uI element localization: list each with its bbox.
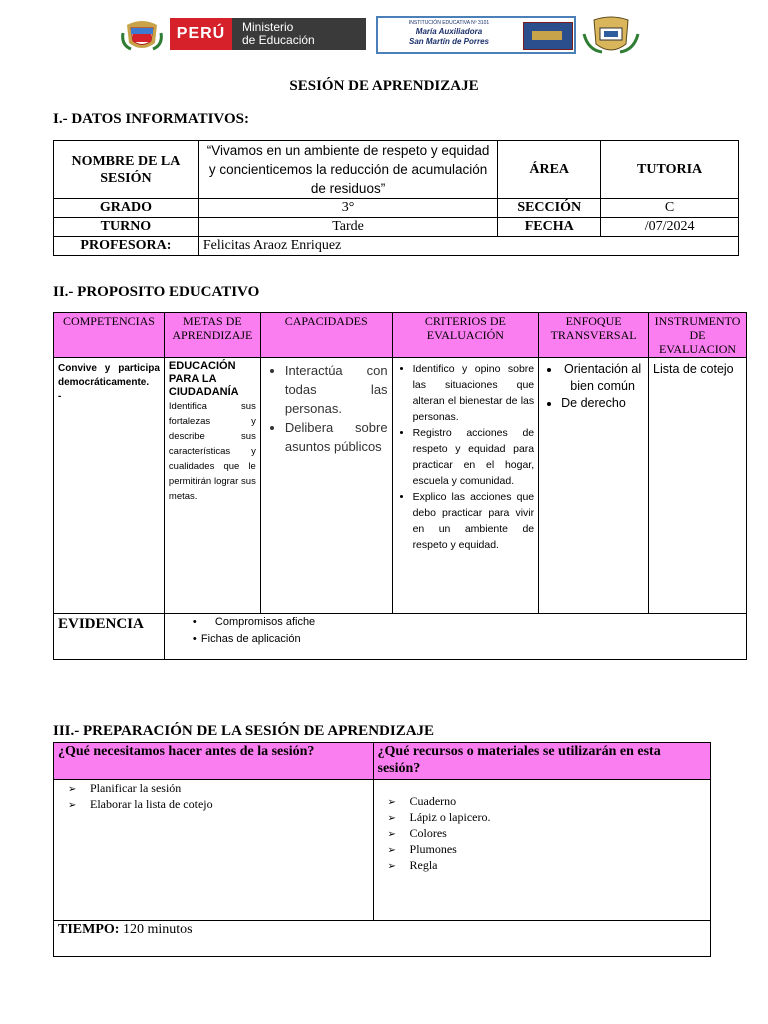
section-3-heading: III.- PREPARACIÓN DE LA SESIÓN DE APRENDIZAJE — [53, 723, 435, 739]
capacidades-cell — [260, 358, 392, 614]
national-shield-icon — [121, 19, 163, 53]
school-name: María Auxiliadora — [415, 27, 483, 36]
preparacion-table — [53, 742, 711, 957]
antes-header: ¿Qué necesitamos hacer antes de la sesión? — [54, 743, 374, 780]
tiempo-value: 120 minutos — [122, 922, 193, 937]
section-2-heading: II.- PROPOSITO EDUCATIVO — [53, 284, 260, 300]
tiempo-cell — [54, 921, 711, 957]
header-competencias: COMPETENCIAS — [54, 313, 165, 358]
datos-informativos-table — [53, 140, 739, 256]
meta-text: Identifica sus fortalezas y describe sus características y cualidades que le permitirán lograr sus metas. — [168, 401, 256, 502]
header-enfoque: ENFOQUE TRANSVERSAL — [539, 313, 649, 358]
header-metas: METAS DE APRENDIZAJE — [164, 313, 260, 358]
criterio-item: • Identifico y opino sobre las situaciones que alteran el bienestar de las personas. — [413, 361, 535, 425]
meta-title: EDUCACIÓN PARA LA CIUDADANÍA — [168, 360, 239, 398]
header-criterios: CRITERIOS DE EVALUACIÓN — [392, 313, 539, 358]
competencia-dash: - — [58, 391, 62, 402]
capacidad-item: • Interactúa con todas las personas. — [285, 361, 388, 418]
proposito-educativo-table — [53, 312, 747, 660]
recursos-header: ¿Qué recursos o materiales se utilizarán en esta sesión? — [373, 743, 710, 780]
area-value: TUTORIA — [601, 141, 739, 199]
profesora-value: Felicitas Araoz Enriquez — [198, 237, 738, 256]
recurso-item: ➢ Lápiz o lapicero. — [388, 810, 706, 826]
document-title: SESIÓN DE APRENDIZAJE — [289, 78, 479, 94]
school-building-image — [523, 22, 573, 50]
recursos-cell — [373, 780, 710, 921]
criterio-item: • Explico las acciones que debo practicar para vivir en un ambiente de respeto y equidad. — [413, 489, 535, 553]
criterios-cell — [392, 358, 539, 614]
recurso-item: ➢ Cuaderno — [388, 794, 706, 810]
school-name-line: INSTITUCIÓN EDUCATIVA Nº 3101 — [408, 20, 490, 26]
header-capacidades: CAPACIDADES — [260, 313, 392, 358]
evidencia-item: • Fichas de aplicación — [192, 633, 301, 645]
ministerio-logo: Ministerio de Educación — [232, 18, 366, 50]
section-1-heading: I.- DATOS INFORMATIVOS: — [53, 111, 249, 127]
recurso-item: ➢ Plumones — [388, 842, 706, 858]
evidencia-cell — [164, 614, 746, 660]
antes-cell — [54, 780, 374, 921]
nombre-value: “Vivamos en un ambiente de respeto y equidad y concienticemos la reducción de acumulación de residuos” — [198, 141, 497, 199]
grado-label: GRADO — [54, 199, 199, 218]
recurso-item: ➢ Regla — [388, 858, 706, 874]
nombre-label: NOMBRE DE LA SESIÓN — [54, 141, 199, 199]
capacidad-item: • Delibera sobre asuntos públicos — [285, 418, 388, 456]
enfoque-cell — [539, 358, 649, 614]
turno-value: Tarde — [198, 218, 497, 237]
grado-value: 3° — [198, 199, 497, 218]
fecha-value: /07/2024 — [601, 218, 739, 237]
competencia-cell — [54, 358, 165, 614]
enfoque-item: • De derecho — [561, 395, 644, 412]
evidencia-item: • Compromisos afiche — [192, 616, 316, 628]
school-logo — [376, 16, 576, 54]
area-label: ÁREA — [498, 141, 601, 199]
seccion-value: C — [601, 199, 739, 218]
tiempo-label: TIEMPO: — [58, 922, 120, 937]
fecha-label: FECHA — [498, 218, 601, 237]
peru-logo: PERÚ — [170, 18, 232, 50]
meta-cell — [164, 358, 260, 614]
turno-label: TURNO — [54, 218, 199, 237]
evidencia-label: EVIDENCIA — [54, 614, 165, 660]
criterio-item: • Registro acciones de respeto y equidad para practicar en el hogar, escuela y comunidad. — [413, 425, 535, 489]
seccion-label: SECCIÓN — [498, 199, 601, 218]
antes-item: ➢ Planificar la sesión — [68, 781, 369, 797]
competencia-text: Convive y participa democráticamente. — [58, 363, 160, 388]
school-district: San Martín de Porres — [408, 37, 490, 46]
antes-item: ➢ Elaborar la lista de cotejo — [68, 797, 369, 813]
school-emblem-icon — [580, 16, 642, 56]
page-header — [0, 14, 768, 58]
recurso-item: ➢ Colores — [388, 826, 706, 842]
header-instrumento: INSTRUMENTO DE EVALUACION — [649, 313, 747, 358]
instrumento-value: Lista de cotejo — [649, 358, 747, 614]
enfoque-item: • Orientación al bien común — [561, 361, 644, 395]
profesora-label: PROFESORA: — [54, 237, 199, 256]
